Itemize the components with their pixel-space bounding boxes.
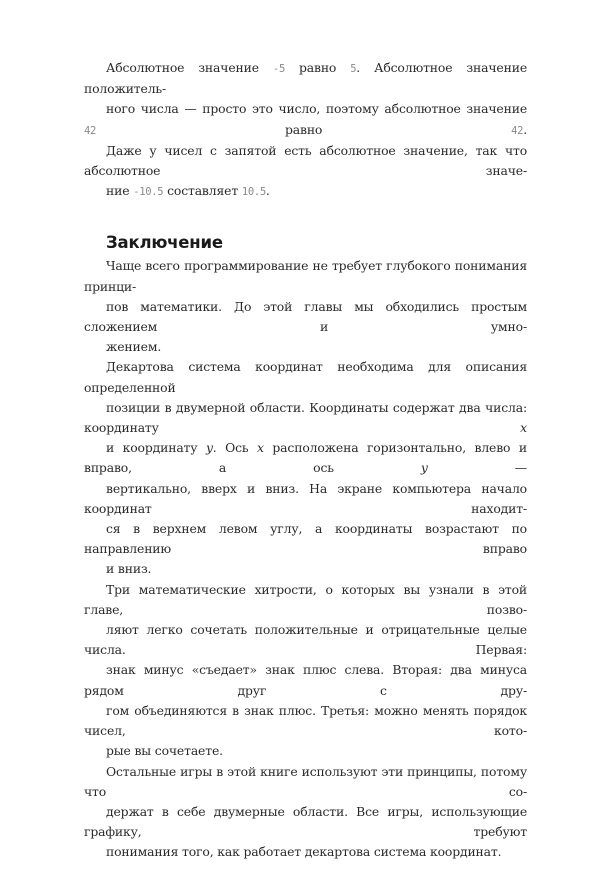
code-value: 42: [511, 124, 524, 137]
text-line: гом объединяются в знак плюс. Третья: можно менять порядок чисел, кото-: [84, 702, 527, 739]
text-line: и вниз.: [106, 561, 152, 577]
text-line: Декартова система координат необходима для описания определенной: [84, 359, 527, 395]
variable-y: y: [420, 460, 428, 476]
text-line: вертикально, вверх и вниз. На экране компьютера начало координат находит-: [84, 480, 527, 516]
text-line: [84, 181, 527, 202]
text-line: [84, 438, 527, 478]
text-run: .: [265, 183, 270, 199]
text-run: равно: [96, 121, 512, 137]
text-run: позиции в двумерной области. Координаты содержат два числа: координату: [84, 399, 527, 436]
code-value: 10.5: [241, 186, 266, 199]
code-value: -10.5: [133, 186, 164, 199]
text-line: [84, 398, 527, 438]
book-page: [84, 58, 527, 863]
text-run: равно: [284, 60, 351, 75]
text-line: держат в себе двумерные области. Все игры, использующие графику, требуют: [84, 803, 527, 840]
paragraph-4: [84, 762, 527, 863]
text-line: знак минус «съедает» знак плюс слева. Вторая: два минуса рядом друг с дру-: [84, 662, 527, 698]
text-run: расположена горизонтально, влево и вправо, а ось: [84, 440, 528, 476]
text-run: составляет: [163, 183, 242, 199]
text-run: . Абсолютное значение положитель-: [84, 60, 527, 97]
text-run: Абсолютное значение: [106, 60, 273, 75]
text-line: [84, 141, 527, 181]
text-line: [84, 99, 527, 140]
variable-x: x: [520, 420, 527, 436]
section-heading: Заключение: [106, 233, 223, 253]
paragraph-3: [84, 580, 527, 762]
text-line: Три математические хитрости, о которых вы узнали в этой главе, позво-: [84, 581, 527, 617]
text-line: Чаще всего программирование не требует глубокого понимания принци-: [84, 258, 527, 294]
paragraph-2: [84, 357, 527, 579]
text-line: пов математики. До этой главы мы обходились простым сложением и умно-: [84, 298, 527, 335]
text-line: ляют легко сочетать положительные и отрицательные целые числа. Первая:: [84, 622, 527, 658]
text-line: понимания того, как работает декартова система координат.: [106, 844, 502, 860]
text-run: ного числа — просто это число, поэтому абсолютное значение: [106, 101, 527, 117]
text-run: .: [523, 121, 527, 137]
code-value: 5: [350, 63, 357, 75]
text-line: жением.: [106, 339, 162, 355]
text-line: [84, 58, 527, 99]
paragraph-1: [84, 256, 527, 357]
text-line: рые вы сочетаете.: [106, 743, 223, 759]
text-run: и координату: [106, 440, 206, 456]
code-value: -5: [272, 63, 285, 75]
intro-paragraph: [84, 58, 527, 202]
text-line: ся в верхнем левом углу, а координаты возрастают по направлению вправо: [84, 521, 527, 557]
text-line: Остальные игры в этой книге используют эти принципы, потому что со-: [84, 763, 527, 799]
text-run: . Ось: [212, 440, 258, 456]
variable-y: y: [205, 440, 213, 456]
text-run: —: [427, 460, 527, 476]
code-value: 42: [84, 124, 97, 137]
text-run: Даже у чисел с запятой есть абсолютное значение, так что абсолютное значе-: [84, 142, 527, 179]
variable-x: x: [257, 440, 264, 456]
text-run: ние: [106, 183, 134, 199]
